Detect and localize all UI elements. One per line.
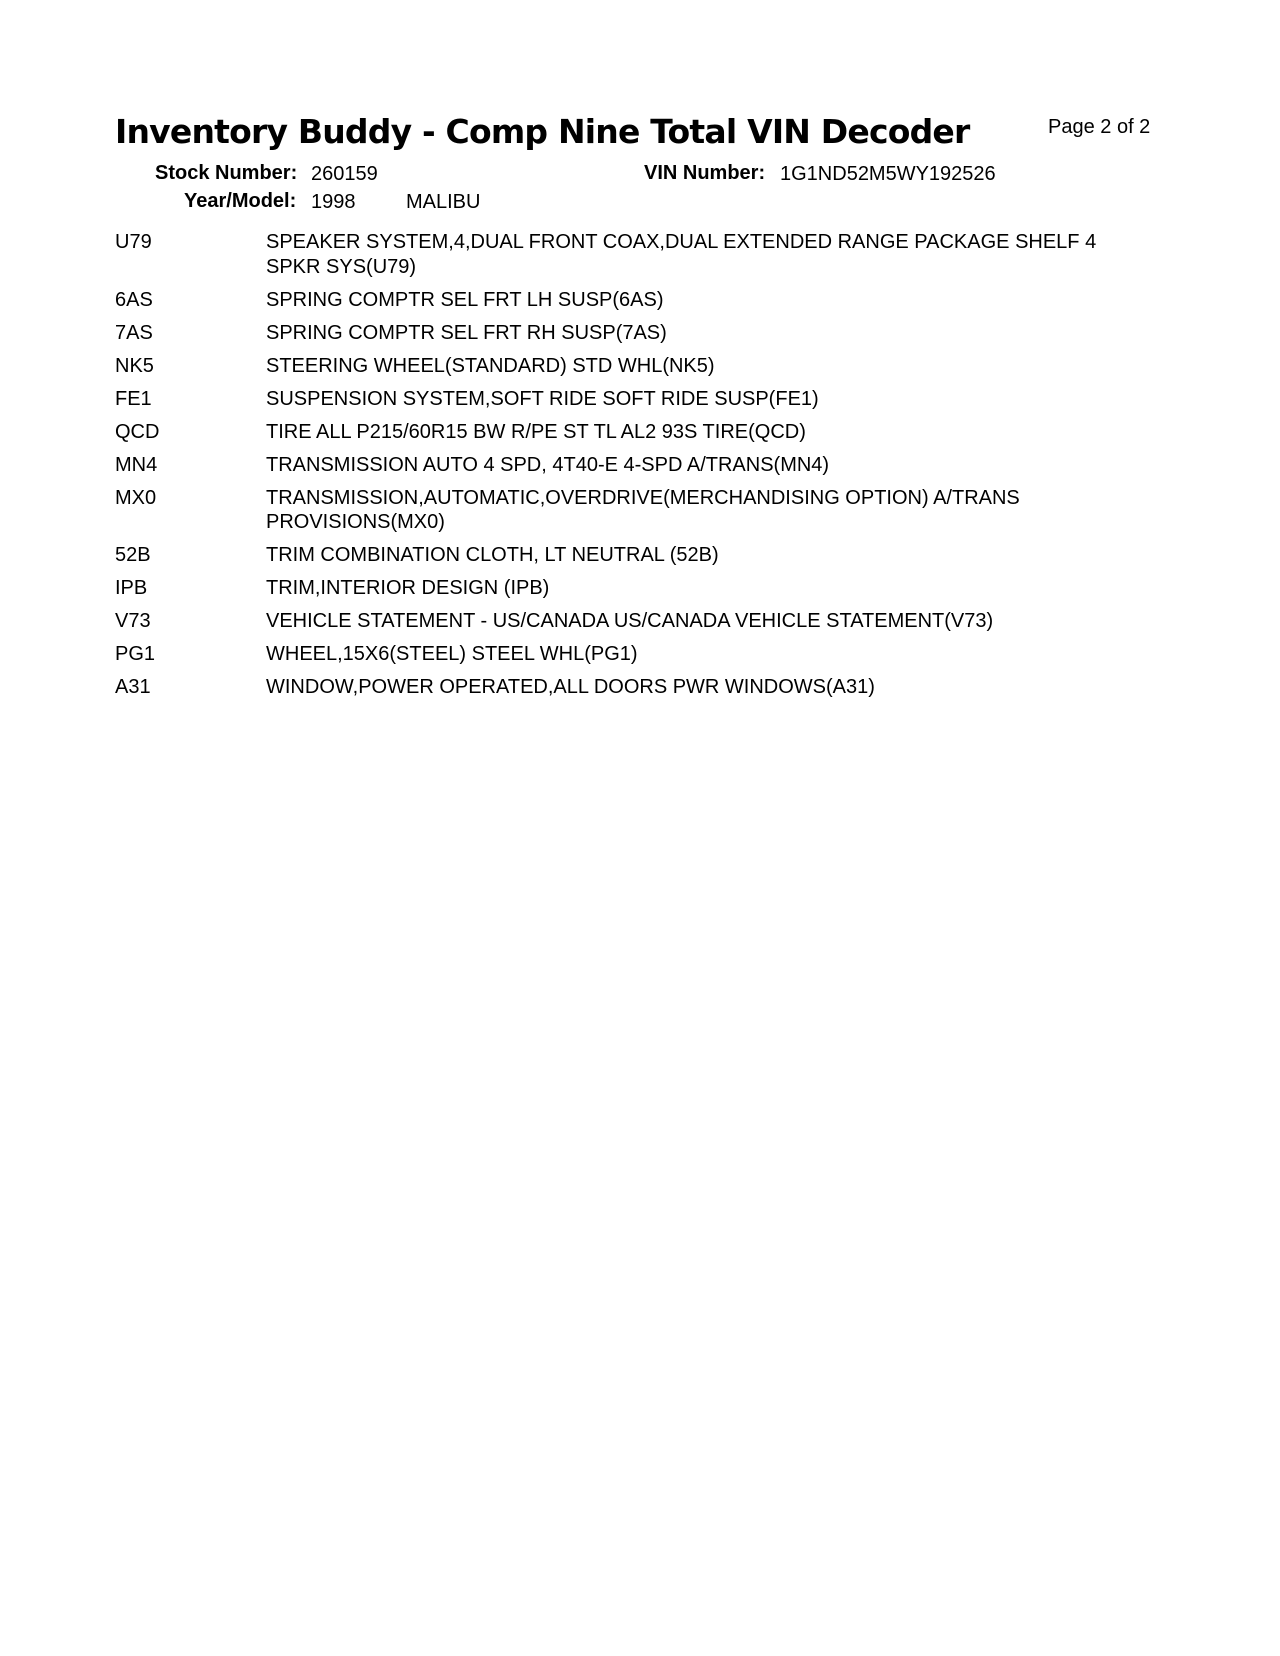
option-row [115,420,1155,445]
option-row [115,453,1155,478]
option-row [115,609,1155,634]
stock-number-label: Stock Number: [155,162,298,184]
option-code: 6AS [115,288,153,311]
option-code: IPB [115,577,148,599]
option-code: U79 [115,231,152,253]
option-description: SPRING COMPTR SEL FRT RH SUSP(7AS) [266,321,667,344]
option-row [115,543,1155,568]
option-code: A31 [115,676,151,698]
page-number: Page 2 of 2 [1048,116,1151,138]
stock-number-value: 260159 [311,163,378,185]
option-row [115,387,1155,412]
option-description: SPRING COMPTR SEL FRT LH SUSP(6AS) [266,288,664,311]
option-row [115,321,1155,346]
option-row [115,675,1155,700]
option-description: TRANSMISSION,AUTOMATIC,OVERDRIVE(MERCHANDISING OPTION) A/TRANS PROVISIONS(MX0) [266,486,1020,533]
year-value: 1998 [311,191,356,213]
option-code: 52B [115,544,151,566]
option-description: TRIM,INTERIOR DESIGN (IPB) [266,577,550,599]
option-row [115,354,1155,379]
option-list [115,230,1155,708]
option-description: TRIM COMBINATION CLOTH, LT NEUTRAL (52B) [266,544,719,566]
option-description: VEHICLE STATEMENT - US/CANADA US/CANADA VEHICLE STATEMENT(V73) [266,610,994,632]
model-value: MALIBU [406,191,481,213]
option-description: SUSPENSION SYSTEM,SOFT RIDE SOFT RIDE SUSP(FE1) [266,387,819,410]
option-description: WHEEL,15X6(STEEL) STEEL WHL(PG1) [266,643,638,665]
option-row [115,486,1155,535]
option-description: WINDOW,POWER OPERATED,ALL DOORS PWR WINDOWS(A31) [266,676,875,698]
option-code: FE1 [115,387,152,410]
vin-number-label: VIN Number: [644,162,766,184]
option-code: MX0 [115,486,157,509]
option-row [115,288,1155,313]
year-model-label: Year/Model: [184,190,297,212]
option-row [115,576,1155,601]
option-code: PG1 [115,643,156,665]
option-description: SPEAKER SYSTEM,4,DUAL FRONT COAX,DUAL EXTENDED RANGE PACKAGE SHELF 4 SPKR SYS(U79) [266,231,1097,278]
option-description: TRANSMISSION AUTO 4 SPD, 4T40-E 4-SPD A/TRANS(MN4) [266,453,830,476]
option-description: TIRE ALL P215/60R15 BW R/PE ST TL AL2 93S TIRE(QCD) [266,420,806,443]
option-row [115,230,1155,279]
option-code: MN4 [115,453,158,476]
option-code: 7AS [115,321,153,344]
page-title: Inventory Buddy - Comp Nine Total VIN Decoder [115,112,970,151]
option-code: NK5 [115,354,154,377]
option-row [115,642,1155,667]
option-code: QCD [115,420,160,443]
option-description: STEERING WHEEL(STANDARD) STD WHL(NK5) [266,354,715,377]
vin-number-value: 1G1ND52M5WY192526 [780,163,996,185]
option-code: V73 [115,610,151,632]
